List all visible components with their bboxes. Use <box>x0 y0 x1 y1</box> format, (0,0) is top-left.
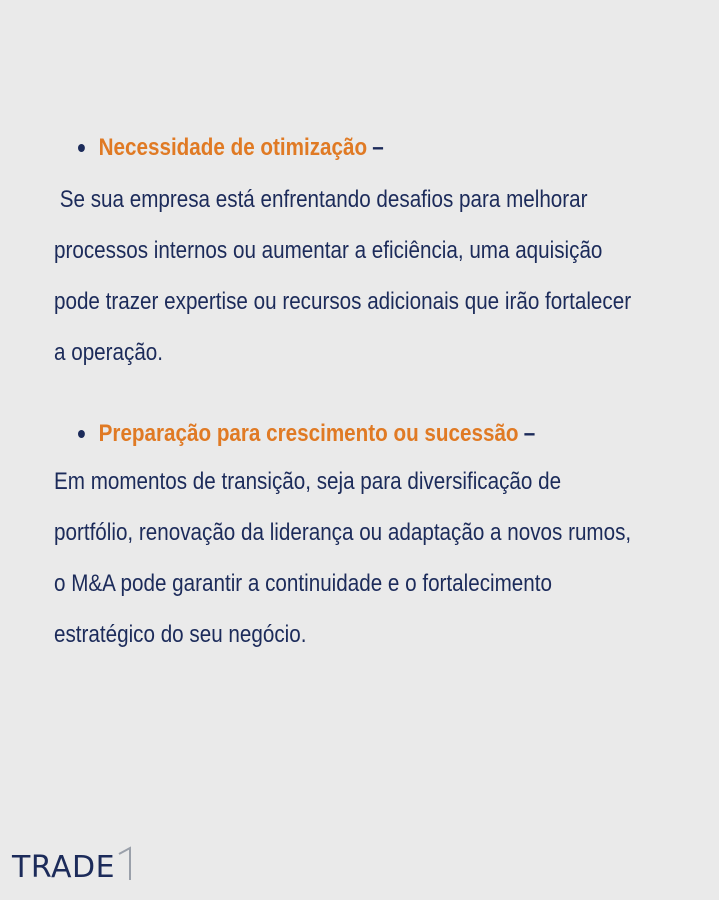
bullet-icon <box>78 430 85 438</box>
paragraph-line: portfólio, renovação da liderança ou adaptação a novos rumos, <box>54 519 632 546</box>
bullet-icon <box>78 144 85 152</box>
trade-logo <box>12 848 133 888</box>
section-heading: Preparação para crescimento ou sucessão <box>98 420 519 447</box>
heading-dash: – <box>372 134 384 161</box>
bullet-heading <box>78 414 608 454</box>
logo-text: TRADE <box>12 850 116 885</box>
paragraph-line: o M&A pode garantir a continuidade e o fortalecimento <box>54 570 552 597</box>
content <box>54 128 694 696</box>
section-paragraph <box>54 174 694 378</box>
section-heading: Necessidade de otimização <box>98 134 368 161</box>
heading-dash: – <box>523 420 536 447</box>
paragraph-line: estratégico do seu negócio. <box>54 621 307 648</box>
paragraph-line: Em momentos de transição, seja para diversificação de <box>54 468 562 495</box>
section-paragraph <box>54 456 694 660</box>
paragraph-line: Se sua empresa está enfrentando desafios para melhorar <box>54 186 588 213</box>
section-optimization <box>54 128 694 378</box>
section-growth-succession <box>54 414 694 660</box>
bullet-heading <box>78 128 608 168</box>
paragraph-line: processos internos ou aumentar a eficiência, uma aquisição <box>54 237 603 264</box>
paragraph-line: a operação. <box>54 339 164 366</box>
logo-one-icon <box>117 846 133 882</box>
paragraph-line: pode trazer expertise ou recursos adicionais que irão fortalecer <box>54 288 632 315</box>
